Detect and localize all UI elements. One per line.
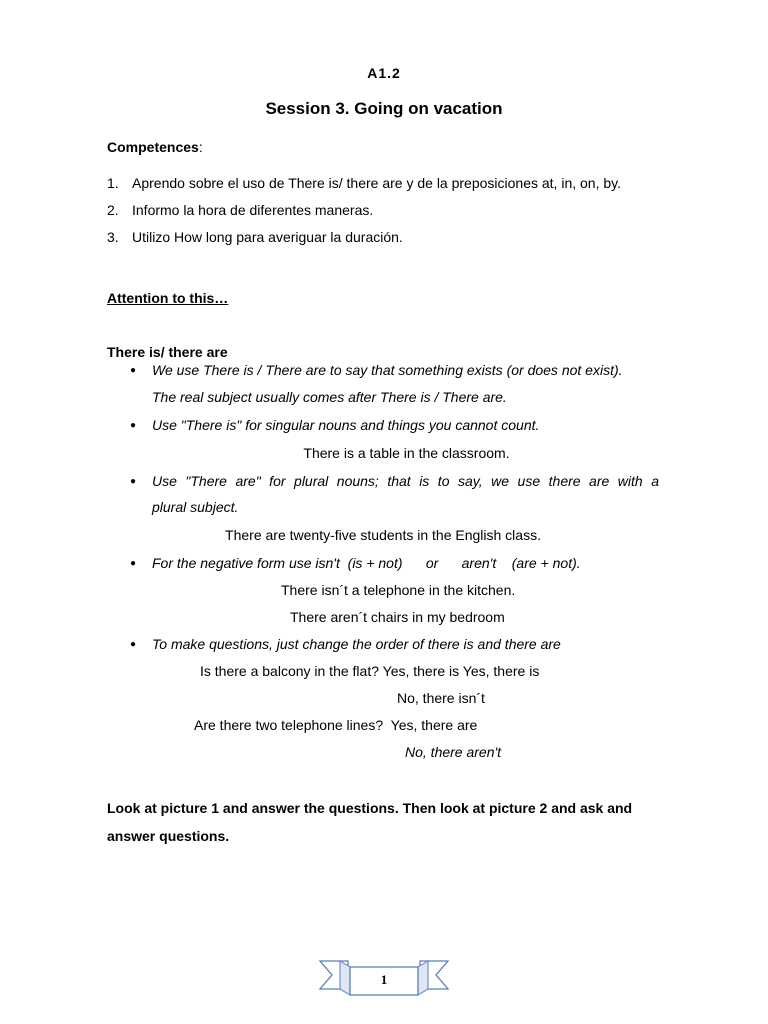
example-sentence: There is a table in the classroom.: [303, 445, 510, 461]
competence-item: [107, 226, 621, 253]
page-number-ribbon: [318, 955, 450, 999]
competence-text: Aprendo sobre el uso de There is/ there are y de la preposiciones at, in, on, by.: [132, 175, 621, 191]
rule-text: To make questions, just change the order of there is and there are: [152, 636, 561, 652]
competence-number: 1.: [107, 175, 119, 191]
example-sentence: There are twenty-five students in the English class.: [225, 527, 541, 543]
competence-item: [107, 172, 621, 199]
competences-list: [107, 172, 621, 253]
level-label: A1.2: [367, 65, 401, 81]
example-sentence: There aren´t chairs in my bedroom: [290, 609, 505, 625]
example-sentence: There isn´t a telephone in the kitchen.: [281, 582, 516, 598]
bullet-icon: ●: [130, 639, 137, 650]
example-answer: No, there aren't: [405, 744, 502, 760]
example-question: Is there a balcony in the flat? Yes, there is Yes, there is: [200, 663, 540, 679]
example-answer: No, there isn´t: [397, 690, 485, 706]
bullet-icon: ●: [130, 558, 137, 569]
attention-heading: Attention to this…: [107, 290, 229, 306]
rule-text: plural subject.: [152, 499, 239, 515]
competences-colon: :: [198, 139, 203, 155]
bullet-icon: ●: [130, 365, 137, 376]
rule-text: Use "There is" for singular nouns and things you cannot count.: [152, 417, 540, 433]
competence-number: 2.: [107, 202, 119, 218]
rule-text: Use "There are" for plural nouns; that is to say, we use there are with a: [152, 473, 659, 489]
competence-item: [107, 199, 621, 226]
competence-number: 3.: [107, 229, 119, 245]
competences-heading: [107, 139, 203, 155]
page-title: Session 3. Going on vacation: [265, 99, 503, 118]
page-number: 1: [380, 972, 388, 987]
rule-text: For the negative form use isn't (is + not) or aren't (are + not).: [152, 555, 581, 571]
bullet-icon: ●: [130, 476, 137, 487]
competence-text: Informo la hora de diferentes maneras.: [132, 202, 374, 218]
example-question: Are there two telephone lines? Yes, there are: [194, 717, 478, 733]
rule-text: The real subject usually comes after There is / There are.: [152, 389, 507, 405]
instructions: Look at picture 1 and answer the questions. Then look at picture 2 and ask and answer questions.: [107, 800, 633, 844]
section-heading: There is/ there are: [107, 344, 228, 360]
rule-text: We use There is / There are to say that something exists (or does not exist).: [152, 362, 623, 378]
competence-text: Utilizo How long para averiguar la duración.: [132, 229, 403, 245]
competences-heading-text: Competences: [107, 139, 199, 155]
bullet-icon: ●: [130, 420, 137, 431]
